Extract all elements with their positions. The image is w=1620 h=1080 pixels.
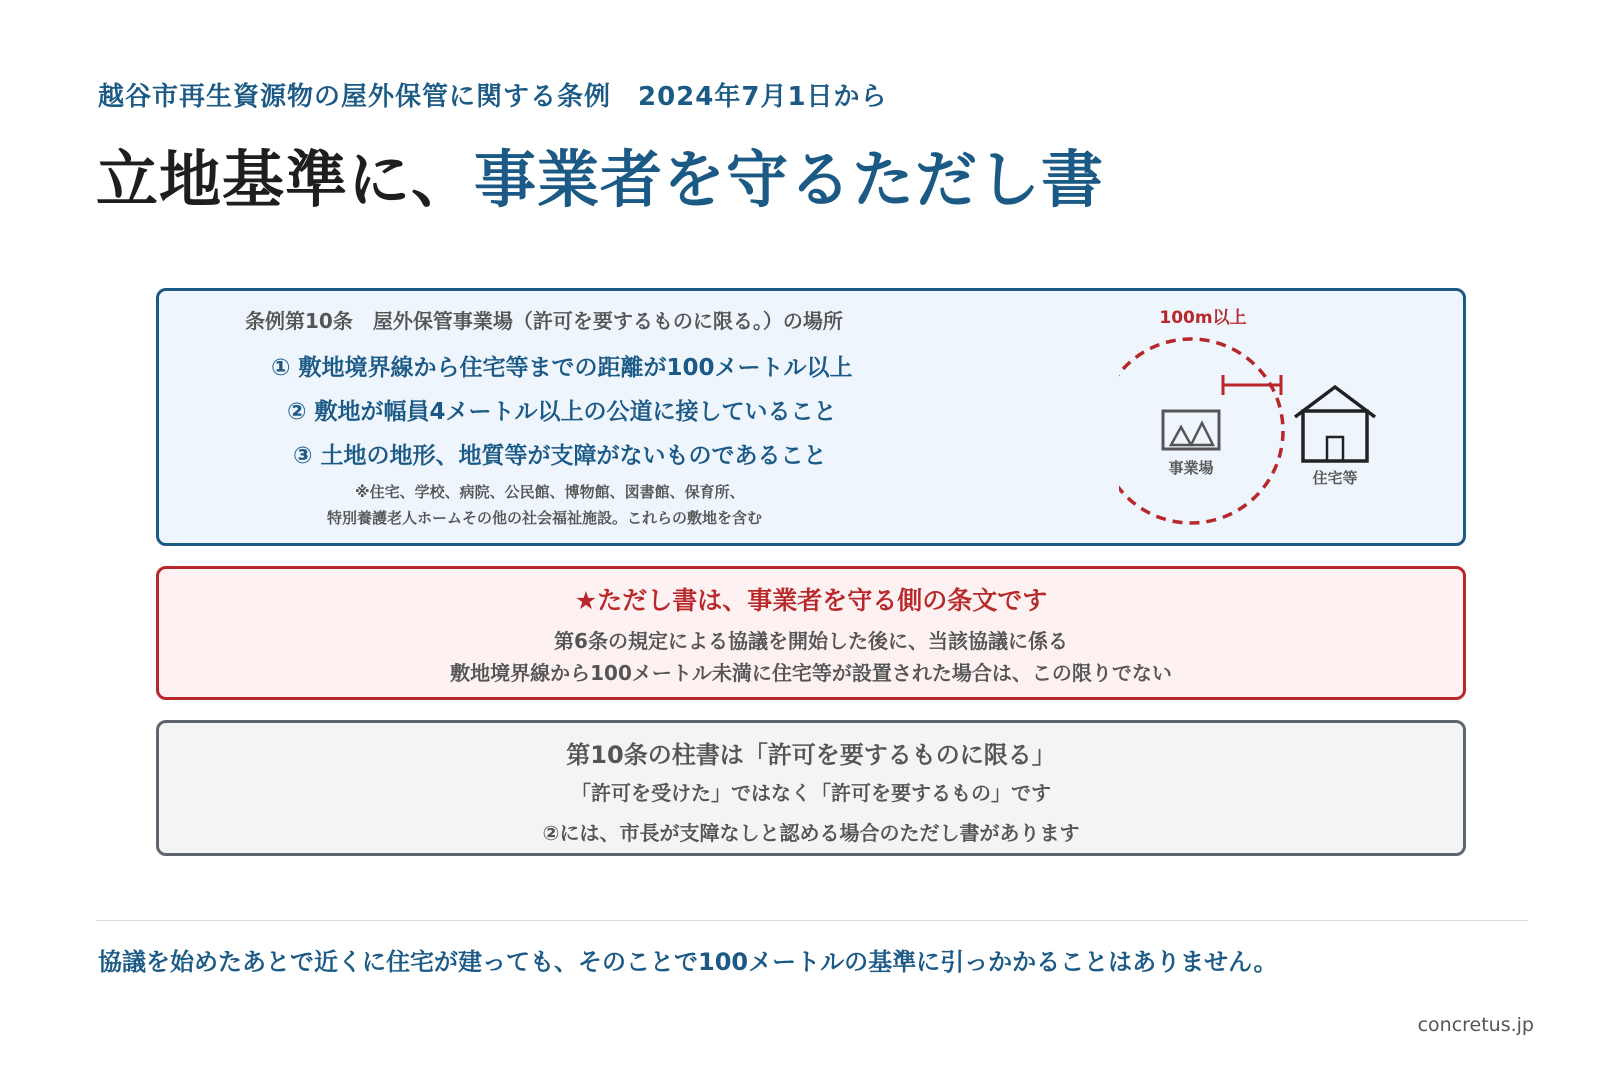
criterion-3: ③ 土地の地形、地質等が支障がないものであること — [293, 443, 827, 469]
proviso-line-2: 敷地境界線から100メートル未満に住宅等が設置された場合は、この限りでない — [450, 661, 1172, 685]
article-heading: 条例第10条 屋外保管事業場（許可を要するものに限る。）の場所 — [245, 309, 843, 333]
main-clause-box — [156, 720, 1466, 856]
summary-text: 協議を始めたあとで近くに住宅が建っても、そのことで100メートルの基準に引っかかることはありません。 — [98, 948, 1278, 976]
distance-diagram — [1119, 299, 1439, 539]
house-label: 住宅等 — [1312, 469, 1358, 487]
criterion-2: ② 敷地が幅員4メートル以上の公道に接していること — [287, 399, 837, 425]
site-label: 事業場 — [1168, 459, 1214, 477]
criteria-box — [156, 288, 1466, 546]
page-title — [96, 130, 1104, 219]
main-clause-line-1: 「許可を受けた」ではなく「許可を要するもの」です — [571, 781, 1051, 805]
note-line-1: ※住宅、学校、病院、公民館、博物館、図書館、保育所、 — [355, 483, 745, 501]
house-icon — [1295, 387, 1375, 461]
proviso-box — [156, 566, 1466, 700]
site-icon — [1163, 411, 1219, 449]
distance-bracket — [1223, 375, 1281, 395]
proviso-line-1: 第6条の規定による協議を開始した後に、当該協議に係る — [554, 629, 1068, 653]
main-clause-title: 第10条の柱書は「許可を要するものに限る」 — [566, 741, 1056, 769]
radius-circle — [1119, 339, 1283, 523]
title-highlight: 事業者を守るただし書 — [474, 143, 1105, 216]
title-plain: 立地基準に、 — [96, 143, 475, 216]
criterion-1: ① 敷地境界線から住宅等までの距離が100メートル以上 — [271, 355, 853, 381]
ordinance-subtitle: 越谷市再生資源物の屋外保管に関する条例 2024年7月1日から — [98, 82, 888, 112]
distance-label: 100m以上 — [1159, 308, 1247, 328]
proviso-title: ★ただし書は、事業者を守る側の条文です — [574, 586, 1048, 615]
main-clause-line-2: ②には、市長が支障なしと認める場合のただし書があります — [542, 821, 1080, 845]
note-line-2: 特別養護老人ホームその他の社会福祉施設。これらの敷地を含む — [327, 509, 763, 527]
brand-credit: concretus.jp — [1417, 1014, 1534, 1036]
divider — [96, 920, 1528, 921]
